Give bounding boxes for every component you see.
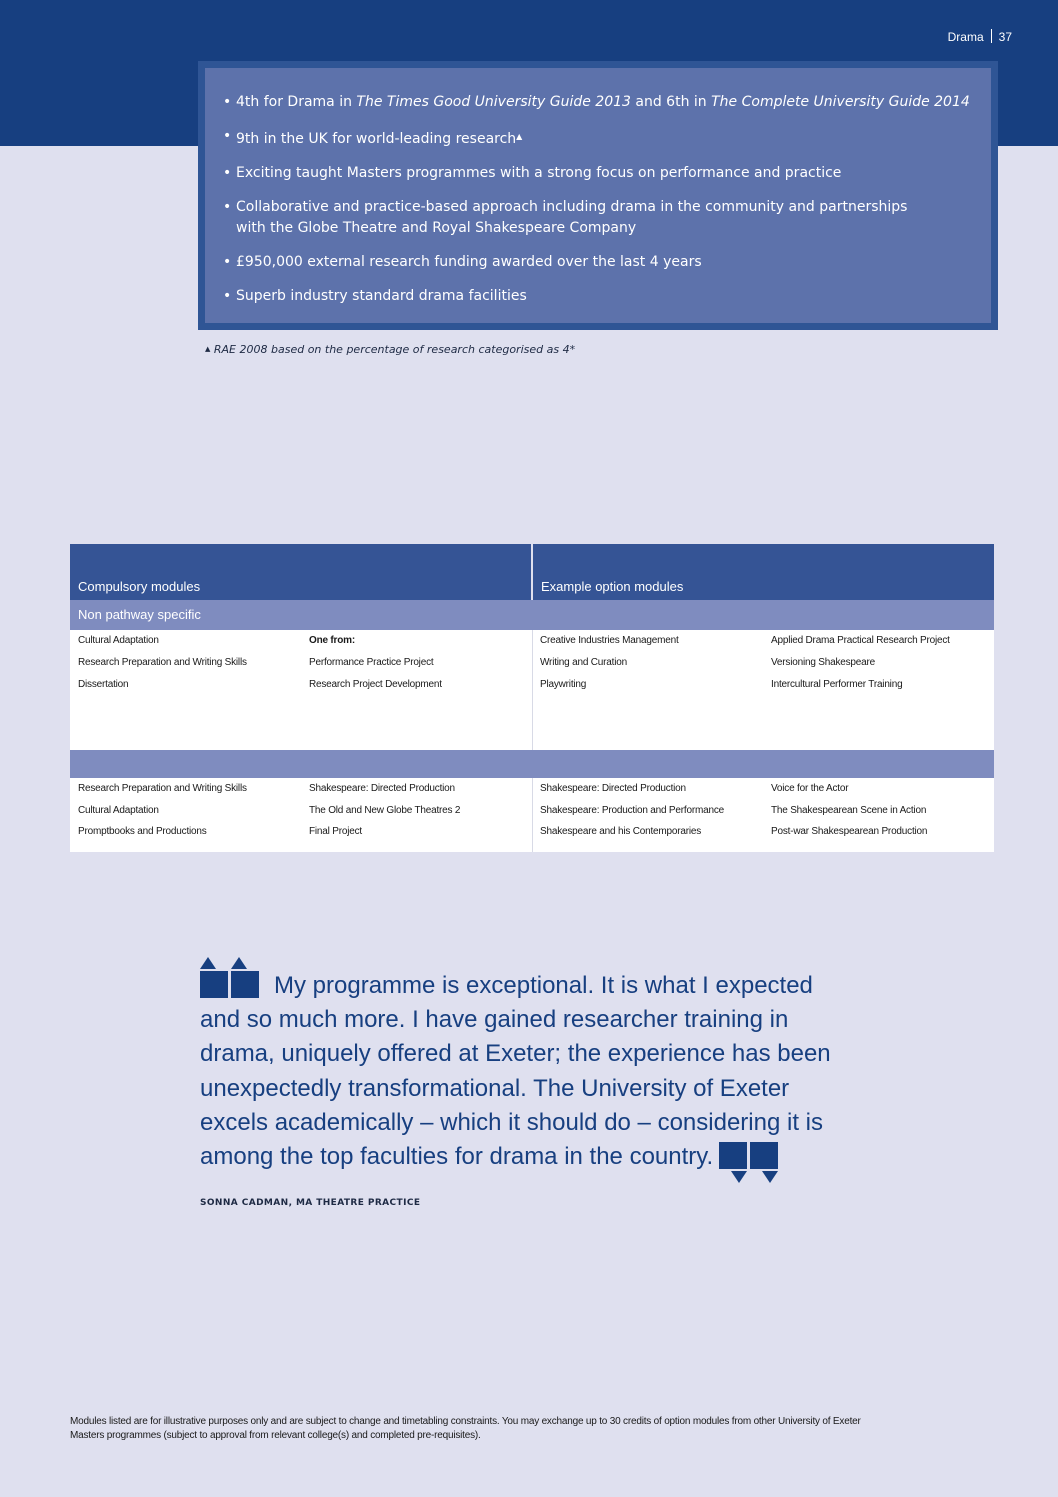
module-item: Cultural Adaptation	[78, 635, 159, 646]
modules-group-2	[70, 778, 994, 852]
module-item: Playwriting	[540, 679, 587, 690]
quote-author: SONNA CADMAN, MA THEATRE PRACTICE	[200, 1198, 421, 1209]
module-choice-label: One from:	[309, 635, 355, 646]
module-item: Cultural Adaptation	[78, 804, 159, 816]
disclaimer-text: Modules listed are for illustrative purposes only and are subject to change and timetabling constraints. You may exchange up to 30 credits of option modules from other University of Exeter Masters programmes (subject to approval from relevant college(s) and completed pre-requisites).	[70, 1416, 861, 1441]
quote-text: My programme is exceptional. It is what I expected and so much more. I have gained researcher training in drama, uniquely offered at Exeter; the experience has been unexpectedly transformational. The University of Exeter excels academically – which it should do – considering it is among the top faculties for drama in the country.	[200, 972, 831, 1171]
compulsory-col-2	[309, 783, 534, 848]
module-item: Research Project Development	[309, 679, 442, 690]
module-item: The Old and New Globe Theatres 2	[309, 804, 461, 816]
highlight-text: 4th for Drama in	[236, 94, 357, 110]
module-item: Research Preparation and Writing Skills	[78, 783, 247, 794]
section-name: Drama	[947, 30, 984, 44]
highlight-text-italic: The Complete University Guide 2014	[711, 94, 970, 110]
module-item: Shakespeare: Production and Performance	[540, 804, 724, 816]
close-quote-icon	[719, 1142, 779, 1186]
module-item: The Shakespearean Scene in Action	[771, 804, 927, 816]
highlight-item	[223, 163, 996, 184]
highlight-text: Exciting taught Masters programmes with a strong focus on performance and practice	[236, 165, 842, 181]
footnote	[205, 343, 575, 356]
module-item: Writing and Curation	[540, 657, 627, 668]
module-item: Versioning Shakespeare	[771, 657, 876, 668]
footnote-text: RAE 2008 based on the percentage of research categorised as 4*	[210, 343, 576, 356]
highlight-text: 9th in the UK for world-leading research	[236, 131, 517, 147]
module-item: Promptbooks and Productions	[78, 826, 207, 837]
highlight-item	[223, 92, 996, 113]
module-item: Post-war Shakespearean Production	[771, 826, 928, 837]
option-col-1	[540, 635, 765, 701]
modules-table	[70, 544, 994, 852]
compulsory-modules-header	[70, 544, 531, 600]
option-modules-heading: Example option modules	[541, 579, 684, 594]
modules-group-1	[70, 630, 994, 750]
module-item: Dissertation	[78, 679, 129, 690]
highlight-item	[223, 286, 996, 307]
open-quote-icon	[200, 955, 260, 999]
option-col-1	[540, 783, 765, 848]
highlight-text: and 6th in	[630, 94, 712, 110]
option-col-2	[771, 635, 996, 701]
footnote-marker: ▲	[205, 345, 211, 353]
triangle-marker: ▲	[516, 132, 523, 141]
testimonial-quote	[200, 955, 850, 1208]
highlight-text-italic: The Times Good University Guide 2013	[356, 94, 631, 110]
compulsory-col-1	[78, 635, 303, 701]
option-modules-header	[533, 544, 994, 600]
highlight-item	[223, 252, 996, 273]
highlight-item	[223, 126, 996, 150]
highlights-list	[205, 68, 991, 307]
compulsory-col-2	[309, 635, 534, 701]
compulsory-col-1	[78, 783, 303, 848]
module-item: Final Project	[309, 826, 362, 837]
option-col-2	[771, 783, 996, 848]
module-item: Research Preparation and Writing Skills	[78, 657, 247, 668]
pathway-bar-2	[70, 750, 994, 778]
module-item: Shakespeare: Directed Production	[309, 783, 455, 794]
module-item: Shakespeare and his Contemporaries	[540, 826, 702, 837]
quote-paragraph	[200, 955, 850, 1186]
module-item: Intercultural Performer Training	[771, 679, 903, 690]
header-divider	[991, 29, 992, 43]
compulsory-modules-heading: Compulsory modules	[78, 579, 201, 594]
pathway-bar-non-specific	[70, 600, 994, 630]
highlight-text: £950,000 external research funding awarded over the last 4 years	[236, 254, 702, 270]
pathway-label: Non pathway specific	[78, 607, 201, 622]
module-item: Applied Drama Practical Research Project	[771, 635, 950, 646]
highlights-box	[198, 61, 998, 330]
module-item: Performance Practice Project	[309, 657, 434, 668]
highlights-panel	[205, 68, 991, 323]
highlight-item	[223, 197, 926, 239]
page-number: 37	[998, 30, 1012, 44]
module-item: Shakespeare: Directed Production	[540, 783, 686, 794]
running-header	[948, 29, 1012, 44]
module-item: Voice for the Actor	[771, 783, 849, 794]
module-item: Creative Industries Management	[540, 635, 679, 646]
highlight-text: Collaborative and practice-based approach including drama in the community and partnerships with the Globe Theatre and Royal Shakespeare Company	[236, 199, 908, 236]
highlight-text: Superb industry standard drama facilities	[236, 288, 527, 304]
